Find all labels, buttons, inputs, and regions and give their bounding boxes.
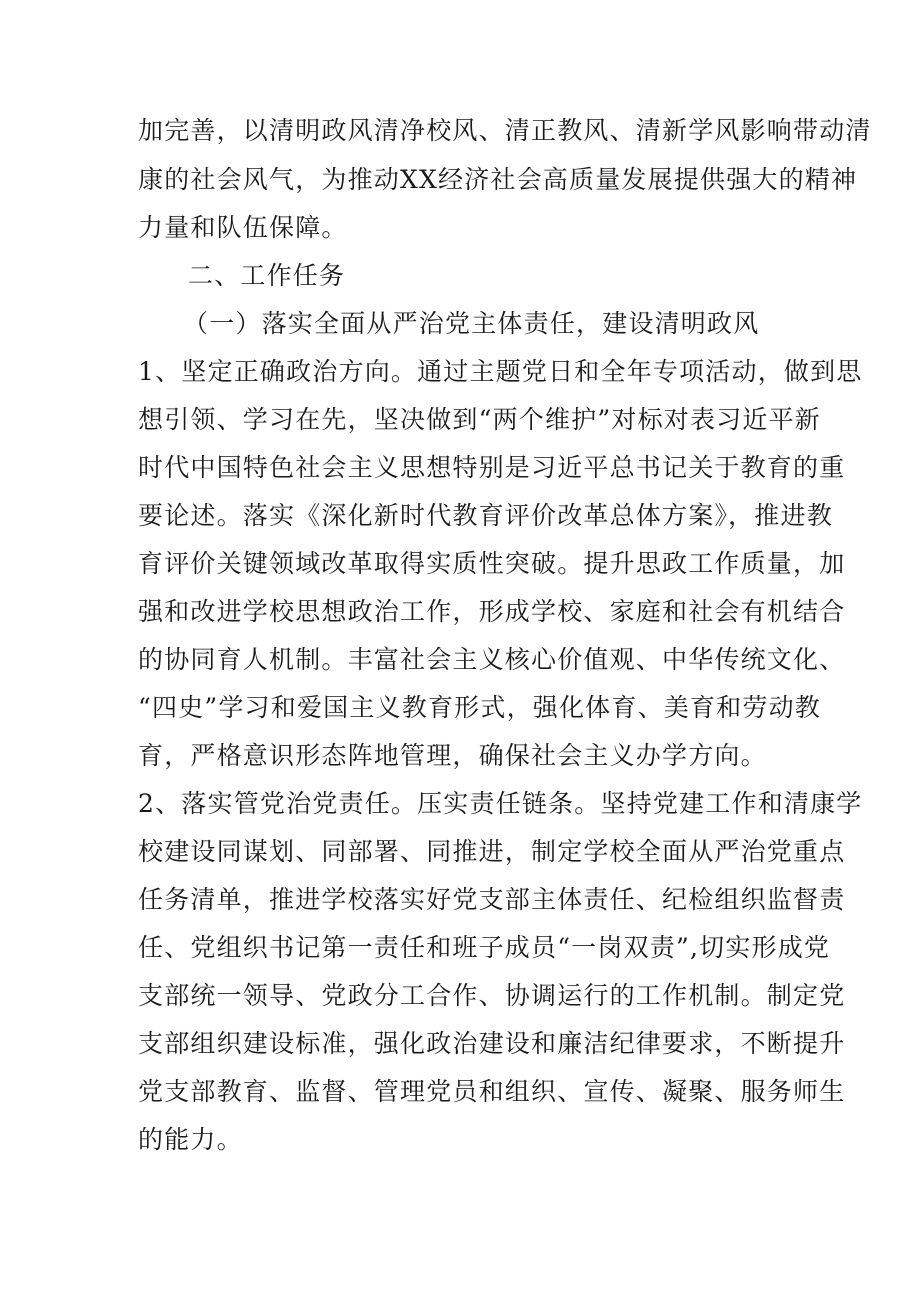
paragraph-line: 的协同育人机制。丰富社会主义核心价值观、中华传统文化、: [138, 645, 846, 674]
paragraph-line: 想引领、学习在先，坚决做到“两个维护”对标对表习近平新: [138, 405, 821, 434]
paragraph-line: 要论述。落实《深化新时代教育评价改革总体方案》，推进教: [138, 501, 833, 530]
paragraph-line: 支部统一领导、党政分工合作、协调运行的工作机制。制定党: [138, 981, 846, 1010]
paragraph-line: 任、党组织书记第一责任和班子成员“一岗双责”,切实形成党: [138, 933, 831, 962]
paragraph-line: 康的社会风气，为推动XX经济社会高质量发展提供强大的精神: [138, 165, 858, 194]
paragraph-line: 力量和队伍保障。: [138, 213, 348, 242]
paragraph-line: 时代中国特色社会主义思想特别是习近平总书记关于教育的重: [138, 453, 846, 482]
paragraph-line: 育，严格意识形态阵地管理，确保社会主义办学方向。: [138, 741, 767, 770]
paragraph-line: 育评价关键领域改革取得实质性突破。提升思政工作质量，加: [138, 549, 846, 578]
paragraph-line: 强和改进学校思想政治工作，形成学校、家庭和社会有机结合: [138, 597, 846, 626]
section-heading: 二、工作任务: [188, 261, 346, 290]
paragraph-line: “四史”学习和爱国主义教育形式，强化体育、美育和劳动教: [138, 693, 821, 722]
paragraph-line: 党支部教育、监督、管理党员和组织、宣传、凝聚、服务师生: [138, 1077, 846, 1106]
paragraph-line: 2、落实管党治党责任。压实责任链条。坚持党建工作和清康学: [138, 789, 863, 818]
paragraph-line: 校建设同谋划、同部署、同推进，制定学校全面从严治党重点: [138, 837, 846, 866]
paragraph-line: 1、坚定正确政治方向。通过主题党日和全年专项活动，做到思: [138, 357, 863, 386]
paragraph-line: 的能力。: [138, 1125, 243, 1154]
paragraph-line: 任务清单，推进学校落实好党支部主体责任、纪检组织监督责: [138, 885, 846, 914]
subsection-heading: （一）落实全面从严治党主体责任，建设清明政风: [183, 309, 760, 338]
paragraph-line: 加完善，以清明政风清净校风、清正教风、清新学风影响带动清: [138, 116, 872, 145]
paragraph-line: 支部组织建设标准，强化政治建设和廉洁纪律要求，不断提升: [138, 1029, 846, 1058]
